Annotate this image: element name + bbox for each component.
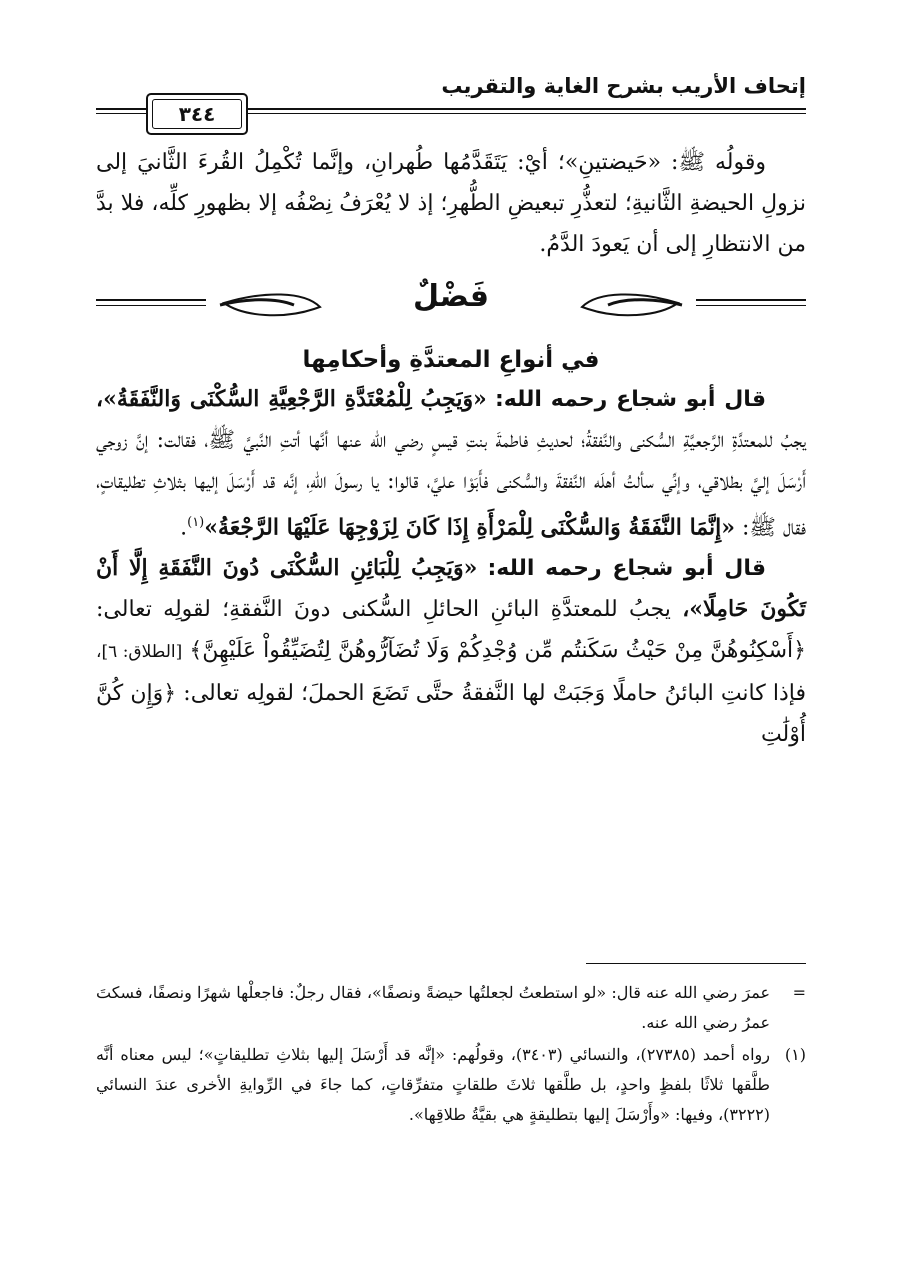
header-rule-left [96, 108, 146, 110]
paragraph-1: وقولُه ﷺ: «حَيضتينِ»؛ أيْ: يَتَقَدَّمُها طُهرانِ، وإنَّما تُكْمِلُ القُرءَ الثَّانيَ إلى نزولِ الحيضةِ الثَّانيةِ؛ لتعذُّرِ تبعيضِ الطُّهرِ؛ إذ لا يُعْرَفُ نِصْفُه إلا بظهورِ كلِّه، فلا بدَّ من الانتظارِ إلى أن يَعودَ الدَّمُ. [96, 150, 806, 257]
quran-verse: ﴿وَإِن كُنَّ أُوْلَٰتِ [96, 681, 806, 748]
footnote-separator [586, 963, 806, 964]
section-subtitle: في أنواعِ المعتدَّةِ وأحكامِها [302, 347, 600, 373]
book-title: إتحاف الأريب بشرح الغاية والتقريب [441, 74, 806, 98]
matn-text: «وَيَجِبُ لِلْمُعْتَدَّةِ الرَّجْعِيَّةِ السُّكْنَى وَالنَّفَقَةُ»، [96, 386, 487, 412]
sentence-end: . [180, 515, 188, 541]
matn-text: «وَيَجِبُ لِلْبَائِنِ السُّكْنَى دُونَ النَّفَقَةِ إِلَّا أَنْ تَكُونَ حَامِلًا»، [96, 555, 806, 623]
paragraph-2 [96, 379, 806, 548]
verse-citation: [الطلاق: ٦]، [96, 642, 183, 663]
footnote-text: عمرَ رضي الله عنه قال: «لو استطعتُ لجعلتُها حيضةً ونصفًا»، فقال رجلٌ: فاجعلْها شهرًا ونصفًا، فسكتَ عمرُ رضي الله عنه. [96, 983, 770, 1032]
section-rule-left [96, 299, 206, 301]
footnote-ref: (١) [187, 515, 205, 530]
footnote-mark: = [792, 983, 806, 1002]
section-heading [96, 279, 806, 341]
footnotes [96, 978, 806, 1132]
paragraph-3 [96, 548, 806, 755]
page-number: ٣٤٤ [152, 99, 242, 129]
running-header [96, 58, 806, 138]
commentary-text: يجبُ للمعتدَّةِ البائنِ الحائلِ السُّكنى دونَ النَّفقةِ؛ لقولِه تعالى: [96, 597, 671, 623]
hadith-text: «إِنَّمَا النَّفَقَةُ وَالسُّكْنَى لِلْمَرْأَةِ إِذَا كَانَ لِزَوْجِهَا عَلَيْهَا الرَّجْعَةُ» [204, 514, 735, 541]
commentary-text: فإذا كانتِ البائنُ حاملًا وَجَبَتْ لها النَّفقةُ حتَّى تَضَعَ الحملَ؛ لقولِه تعالى: [183, 681, 806, 707]
commentary-text: يجبُ للمعتدَّةِ الرَّجعيَّةِ السُّكنى والنَّفقةُ؛ لحديثِ فاطمةَ بنتِ قيسٍ رضي الله عنها أنَّها أتتِ النَّبيَّ ﷺ، فقالت: إنَّ زوجي أَرْسَلَ إليَّ بطلاقي، وإنِّي سألتُ أهلَه النَّفقةَ والسُّكنى فأَبَوْا عليَّ، قالوا: يا رسولَ اللهِ، إنَّه قد أَرْسَلَ إليها بثلاثِ تطليقاتٍ، فقال ﷺ: [96, 428, 806, 541]
quran-verse: ﴿أَسْكِنُوهُنَّ مِنْ حَيْثُ سَكَنتُم مِّن وُجْدِكُمْ وَلَا تُضَآرُّوهُنَّ لِتُضَيِّقُواْ عَلَيْهِنَّ﴾ [189, 638, 807, 664]
section-title: فَضْلٌ [413, 279, 489, 314]
page-number-frame [146, 93, 248, 135]
main-text [96, 142, 806, 755]
section-rule-left-thin [96, 305, 206, 306]
header-rule-left-thin [96, 113, 146, 114]
footnote [96, 1040, 806, 1130]
flourish-ornament-icon [214, 287, 324, 323]
narrator-label: قال أبو شجاع رحمه الله: [494, 387, 766, 412]
footnote-mark: (١) [784, 1045, 806, 1064]
narrator-label: قال أبو شجاع رحمه الله: [487, 556, 766, 582]
footnote-text: رواه أحمد (٢٧٣٨٥)، والنسائي (٣٤٠٣)، وقولُهم: «إنَّه قد أَرْسَلَ إليها بثلاثِ تطليقاتٍ»؛ ليس معناه أنَّه طلَّقها ثلاثًا بلفظٍ واحدٍ، بل طلَّقها ثلاثَ طلقاتٍ متفرِّقاتٍ، كما جاءَ في الرِّوايةِ الأخرى عندَ النسائي (٣٢٢٢)، وفيها: «وأَرْسَلَ إليها بتطليقةٍ هي بقيَّةُ طلاقِها». [96, 1045, 770, 1124]
footnote [96, 978, 806, 1038]
